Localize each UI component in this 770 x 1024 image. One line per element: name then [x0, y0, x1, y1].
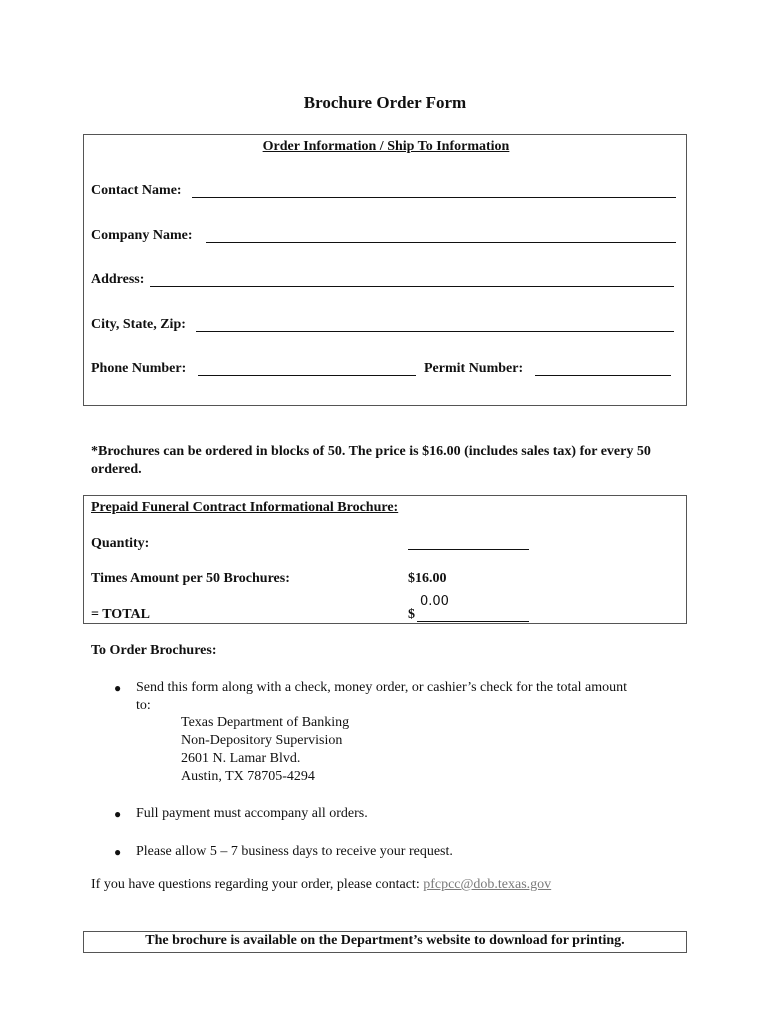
company-name-label: Company Name:	[91, 228, 193, 243]
total-currency: $	[408, 607, 415, 622]
pricing-note: *Brochures can be ordered in blocks of 50. The price is $16.00 (includes sales tax) for every 50 ordered.	[91, 444, 651, 477]
address-field[interactable]	[150, 286, 674, 287]
total-field[interactable]	[417, 621, 529, 622]
bullet-icon: ●	[114, 681, 122, 695]
city-state-zip-field[interactable]	[196, 331, 674, 332]
address-line-1: Texas Department of Banking	[181, 715, 350, 730]
address-label: Address:	[91, 272, 145, 287]
address-line-4: Austin, TX 78705-4294	[181, 769, 315, 784]
address-line-2: Non-Depository Supervision	[181, 733, 343, 748]
contact-email-link[interactable]: pfcpcc@dob.texas.gov	[423, 877, 552, 892]
quantity-label: Quantity:	[91, 536, 150, 551]
times-amount-label: Times Amount per 50 Brochures:	[91, 571, 290, 586]
brochure-heading: Prepaid Funeral Contract Informational Brochure:	[91, 500, 399, 515]
website-note-box	[83, 931, 687, 953]
contact-text: If you have questions regarding your order, please contact:	[91, 877, 420, 892]
bullet-icon: ●	[114, 845, 122, 859]
permit-number-label: Permit Number:	[424, 361, 524, 376]
total-label: = TOTAL	[91, 607, 150, 622]
phone-number-field[interactable]	[198, 375, 416, 376]
bullet-icon: ●	[114, 807, 122, 821]
order-info-section	[83, 134, 687, 406]
contact-name-label: Contact Name:	[91, 183, 182, 198]
bullet-1-line-1: Send this form along with a check, money order, or cashier’s check for the total amount	[136, 680, 627, 695]
order-info-heading: Order Information / Ship To Information	[262, 139, 510, 154]
bullet-1-line-2: to:	[136, 698, 151, 713]
contact-line	[91, 877, 551, 893]
permit-number-field[interactable]	[535, 375, 671, 376]
address-line-3: 2601 N. Lamar Blvd.	[181, 751, 301, 766]
total-value[interactable]: 0.00	[420, 594, 449, 609]
price-value: $16.00	[408, 571, 447, 586]
brochure-section	[83, 495, 687, 624]
bullet-3: Please allow 5 – 7 business days to receive your request.	[136, 844, 453, 859]
city-state-zip-label: City, State, Zip:	[91, 317, 186, 332]
phone-number-label: Phone Number:	[91, 361, 187, 376]
bullet-2: Full payment must accompany all orders.	[136, 806, 368, 821]
company-name-field[interactable]	[206, 242, 676, 243]
quantity-field[interactable]	[408, 549, 529, 550]
contact-name-field[interactable]	[192, 197, 676, 198]
to-order-heading: To Order Brochures:	[91, 643, 217, 658]
page-title: Brochure Order Form	[303, 93, 467, 112]
website-note: The brochure is available on the Department’s website to download for printing.	[145, 933, 625, 948]
